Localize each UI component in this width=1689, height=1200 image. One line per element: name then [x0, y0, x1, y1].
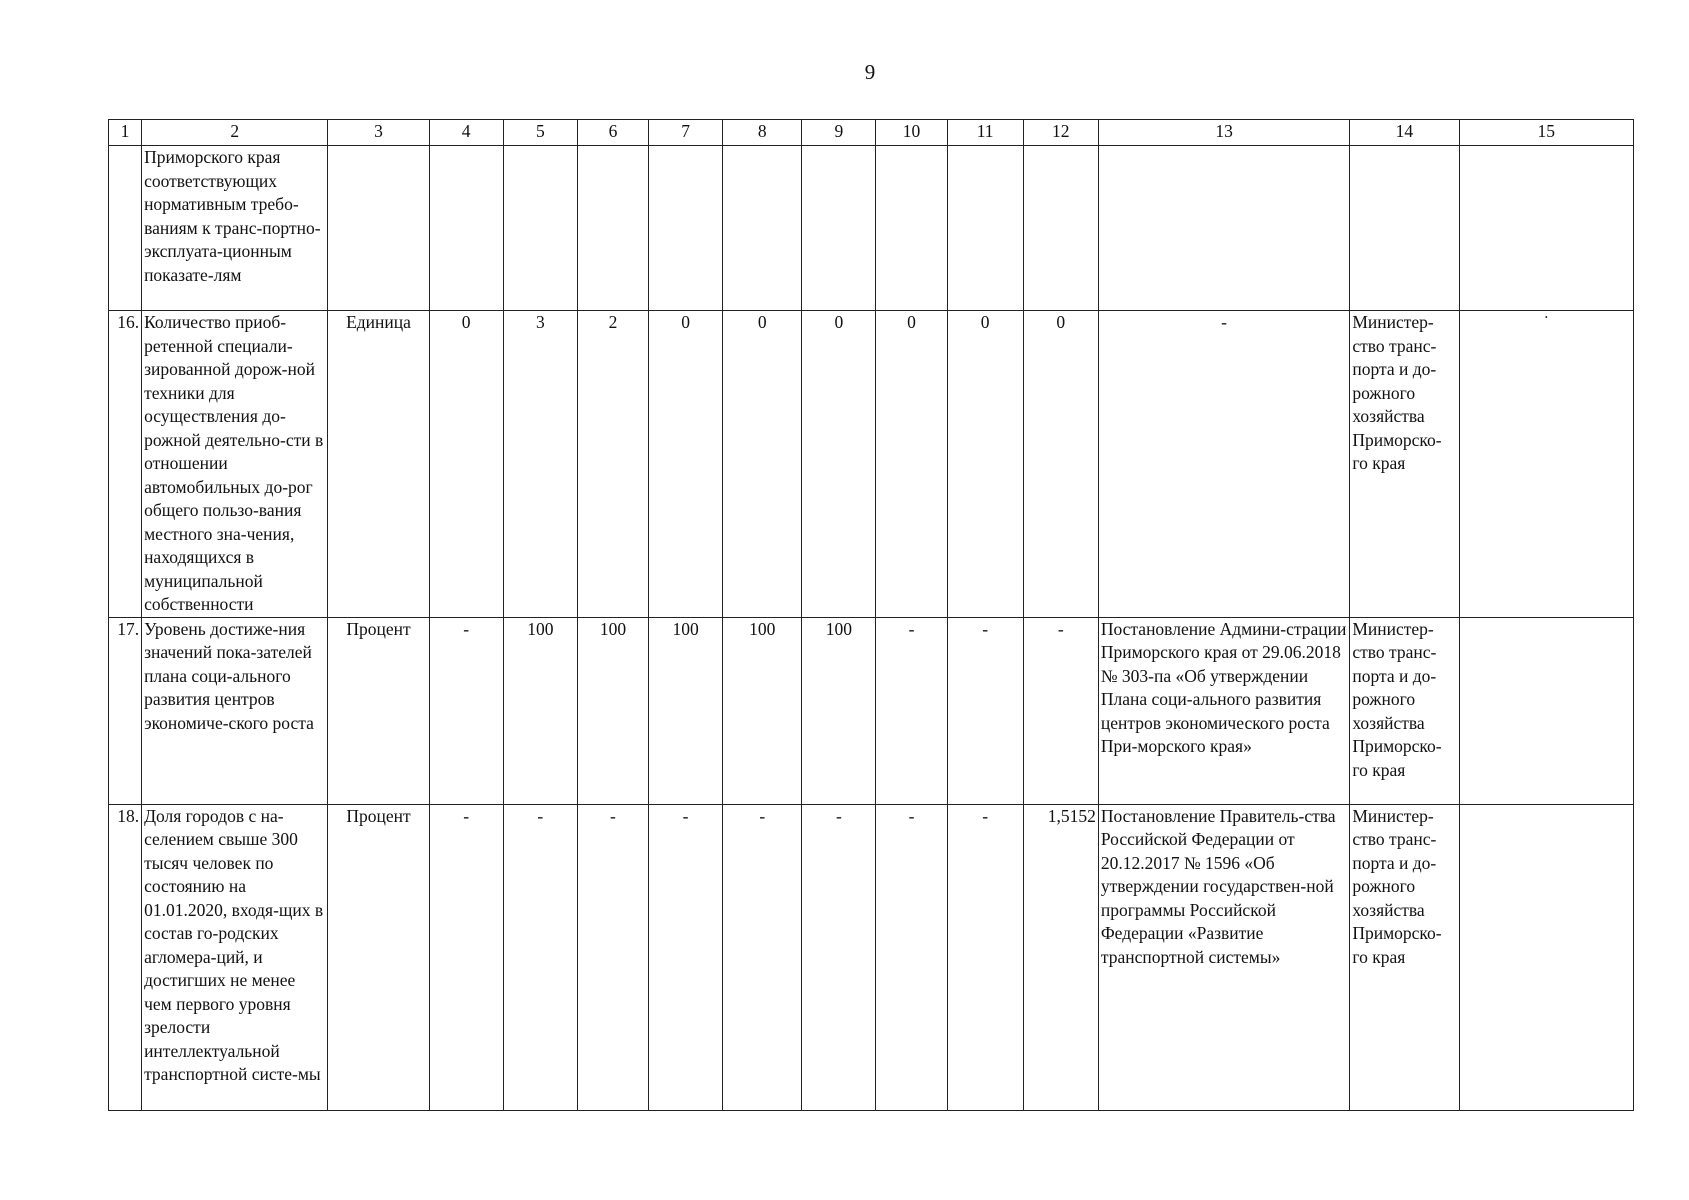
table-row — [109, 311, 1634, 618]
value-col-9: 100 — [802, 617, 876, 804]
value-col-4: 0 — [429, 311, 503, 618]
header-col-7: 7 — [649, 120, 723, 146]
row-number: 18. — [109, 804, 142, 1110]
header-col-15: 15 — [1459, 120, 1633, 146]
indicator-name: Количество приоб-ретенной специали-зированной дорож-ной техники для осуществления до-рожной деятельно-сти в отношении автомобильных до-рог общего пользо-вания местного зна-чения, находящихся в муниципальной собственности — [142, 311, 328, 618]
header-col-6: 6 — [577, 120, 648, 146]
value-col-11: - — [947, 617, 1023, 804]
value-col-12: 1,5152 — [1023, 804, 1098, 1110]
value-col-12: - — [1023, 617, 1098, 804]
responsible-executor: Министер-ство транс-порта и до-рожного хозяйства Приморско-го края — [1350, 617, 1459, 804]
table-row — [109, 804, 1634, 1110]
unit — [328, 146, 429, 311]
value-col-11: - — [947, 804, 1023, 1110]
value-col-4: - — [429, 804, 503, 1110]
responsible-executor: Министер-ство транс-порта и до-рожного хозяйства Приморско-го края — [1350, 311, 1459, 618]
page-number: 9 — [864, 60, 876, 84]
value-col-12 — [1023, 146, 1098, 311]
header-col-13: 13 — [1098, 120, 1349, 146]
value-col-8: 100 — [723, 617, 802, 804]
value-col-7: 100 — [649, 617, 723, 804]
value-col-7 — [649, 146, 723, 311]
value-col-9 — [802, 146, 876, 311]
legal-document: - — [1098, 311, 1349, 618]
table-row — [109, 146, 1634, 311]
value-col-6 — [577, 146, 648, 311]
value-col-5: 3 — [503, 311, 577, 618]
legal-document: Постановление Правитель-ства Российской Федерации от 20.12.2017 № 1596 «Об утверждении государствен-ной программы Российской Федерации «Развитие транспортной системы» — [1098, 804, 1349, 1110]
responsible-executor: Министер-ство транс-порта и до-рожного хозяйства Приморско-го края — [1350, 804, 1459, 1110]
value-col-7: - — [649, 804, 723, 1110]
value-col-6: 100 — [577, 617, 648, 804]
row-number — [109, 146, 142, 311]
header-col-4: 4 — [429, 120, 503, 146]
unit: Процент — [328, 617, 429, 804]
value-col-7: 0 — [649, 311, 723, 618]
row-number: 17. — [109, 617, 142, 804]
value-col-11 — [947, 146, 1023, 311]
header-col-12: 12 — [1023, 120, 1098, 146]
header-col-14: 14 — [1350, 120, 1459, 146]
indicator-name: Уровень достиже-ния значений пока-зателей плана соци-ального развития центров экономиче-ского роста — [142, 617, 328, 804]
header-col-9: 9 — [802, 120, 876, 146]
value-col-4 — [429, 146, 503, 311]
header-col-5: 5 — [503, 120, 577, 146]
value-col-8: 0 — [723, 311, 802, 618]
header-col-8: 8 — [723, 120, 802, 146]
value-col-10 — [876, 146, 947, 311]
legal-document: Постановление Админи-страции Приморского края от 29.06.2018 № 303-па «Об утверждении Плана соци-ального развития центров экономического роста При-морского края» — [1098, 617, 1349, 804]
indicator-name: Доля городов с на-селением свыше 300 тысяч человек по состоянию на 01.01.2020, входя-щих в состав го-родских агломера-ций, и достигших не менее чем первого уровня зрелости интеллектуальной транспортной систе-мы — [142, 804, 328, 1110]
note — [1459, 804, 1633, 1110]
value-col-6: - — [577, 804, 648, 1110]
value-col-11: 0 — [947, 311, 1023, 618]
header-col-11: 11 — [947, 120, 1023, 146]
value-col-10: 0 — [876, 311, 947, 618]
value-col-10: - — [876, 804, 947, 1110]
value-col-8 — [723, 146, 802, 311]
note: ˙ — [1459, 311, 1633, 618]
value-col-5: - — [503, 804, 577, 1110]
value-col-8: - — [723, 804, 802, 1110]
legal-document — [1098, 146, 1349, 311]
value-col-5: 100 — [503, 617, 577, 804]
value-col-10: - — [876, 617, 947, 804]
responsible-executor — [1350, 146, 1459, 311]
note — [1459, 617, 1633, 804]
value-col-4: - — [429, 617, 503, 804]
value-col-5 — [503, 146, 577, 311]
row-number: 16. — [109, 311, 142, 618]
header-col-1: 1 — [109, 120, 142, 146]
table-header-row — [109, 120, 1634, 146]
table-row — [109, 617, 1634, 804]
value-col-6: 2 — [577, 311, 648, 618]
value-col-12: 0 — [1023, 311, 1098, 618]
value-col-9: 0 — [802, 311, 876, 618]
header-col-10: 10 — [876, 120, 947, 146]
header-col-2: 2 — [142, 120, 328, 146]
value-col-9: - — [802, 804, 876, 1110]
note — [1459, 146, 1633, 311]
unit: Единица — [328, 311, 429, 618]
indicator-name: Приморского края соответствующих нормативным требо-ваниям к транс-портно-эксплуата-ционным показате-лям — [142, 146, 328, 311]
indicators-table — [108, 119, 1634, 1111]
header-col-3: 3 — [328, 120, 429, 146]
unit: Процент — [328, 804, 429, 1110]
